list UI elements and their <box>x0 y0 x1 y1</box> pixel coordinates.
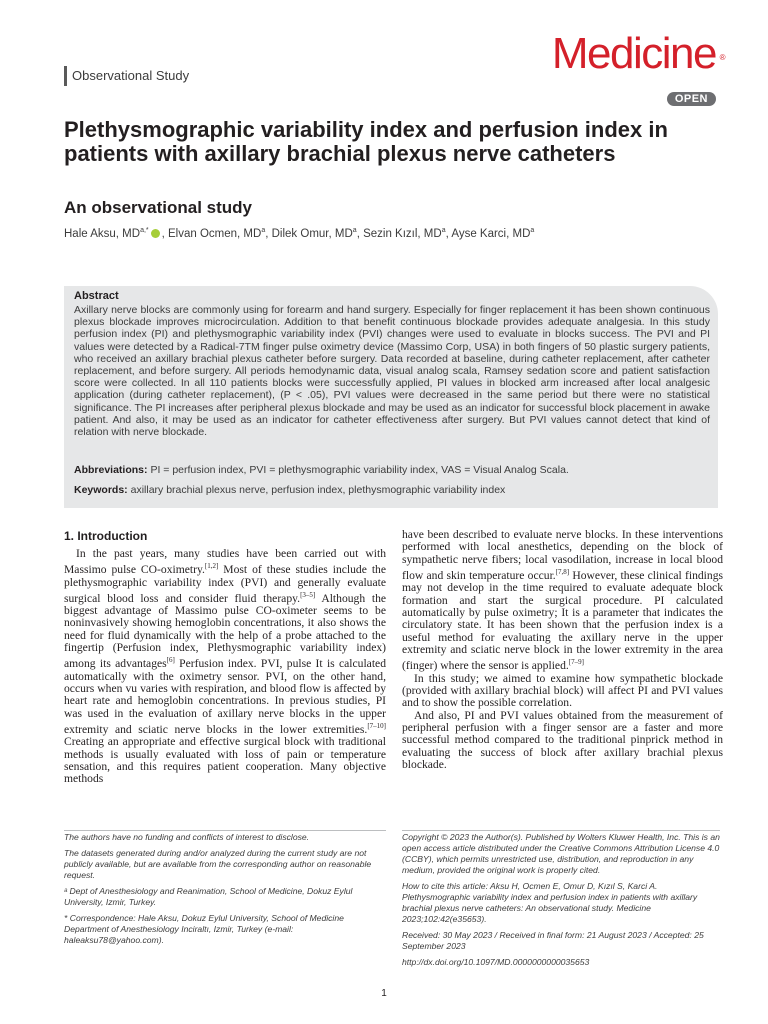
section-heading-introduction: 1. Introduction <box>64 529 148 543</box>
dates-note: Received: 30 May 2023 / Received in final form: 21 August 2023 / Accepted: 25 September 2023 <box>402 930 704 951</box>
keywords-text: axillary brachial plexus nerve, perfusion index, plethysmographic variability index <box>130 484 506 496</box>
intro-paragraph-2: In this study; we aimed to examine how sympathetic blockade (provided with axillary brachial block) will affect PI and PVI values and to show the possible correlation. <box>402 671 723 710</box>
author-list: Hale Aksu, $MD^{a,*}$ , Elvan Ocmen, $MD^a$, Dilek Omur, $MD^a$, Sezin Kızıl, $MD^a$, Ayse Karci, $MD^a$ <box>64 227 535 240</box>
author-affiliation: a <box>441 227 446 234</box>
journal-name: Medicine <box>551 29 716 78</box>
abbreviations <box>74 464 710 476</box>
orcid-icon[interactable] <box>151 229 160 238</box>
footnote: * Correspondence: Hale Aksu, Dokuz Eylul University, School of Medicine Department of Anesthesiology Inciraltı, Izmir, Turkey (e-mail: haleaksu78@yahoo.com). <box>64 913 344 945</box>
abstract-heading: Abstract <box>74 290 119 302</box>
citation-ref[interactable]: [1,2] <box>204 562 219 571</box>
footnote: The datasets generated during and/or analyzed during the current study are not publicly available, but are available from the corresponding author on reasonable request. <box>64 848 372 880</box>
footnote: The authors have no funding and conflicts of interest to disclose. <box>64 832 310 842</box>
author-affiliation: a,* <box>140 227 149 234</box>
citation-ref[interactable]: [7,8] <box>555 568 570 577</box>
intro-paragraph-1-continued: have been described to evaluate nerve blocks. In these interventions performed with local anesthetics, depending on the block of sympathetic nerve fibers; local vasodilation, increase in local blood flow and skin temperature occur.[7,8] However, these clinical findings may not develop in the time required to evaluate adequate block formation and start the surgical procedure. PI calculated automatically by pulse oximetry; It is a parameter that indicates the circulatory state. It has been shown that the perfusion index is a useful method for evaluating the axillary nerve in the upper extremity and sciatic nerve block in the lower extremity in the area (finger) where the sensor is applied.[7–9] <box>402 528 724 673</box>
abstract-text: Axillary nerve blocks are commonly using for forearm and hand surgery. Especially for finger replacement it has been shown continuous plexus blockade improves microcirculation. Addition to that benefit continuous blockade provides adequate analgesia. In this study perfusion index (PI) and plethysmographic variability index (PVI) changes were used to evaluate in blocks success. The PVI and PI values were detected by a Radical-7TM finger pulse oximetry device (Massimo Corp, USA) in both fingers of 50 plastic surgery patients, who received an axillary brachial plexus catheter before surgery. Data recorded at baseline, during catheter replacement, after catheter replacement, and before surgery. All periods hemodynamic data, visual analog scala, Ramsey sedation score and patient satisfaction score were collected. In all 110 patients blocks were successfully applied, PI values in blocked arm increased after local analgesic application (during catheter replacement), (P < .05), PVI values were decreased in the same period but there were no statistical significance. The PI increases after peripheral plexus blockade and may be used as an indicator for successful block placement in awake patient. And also, it may be used as an indicator for catheter effectiveness after surgery. But PVI values cannot detect that kind of relation with nerve blockade. <box>74 304 710 439</box>
footnotes-right <box>402 832 720 973</box>
keywords <box>74 484 710 496</box>
footnote-rule-right <box>402 830 720 831</box>
author-name: Hale Aksu, MD <box>64 227 141 240</box>
citation-ref[interactable]: [7–9] <box>568 658 584 667</box>
journal-logo <box>551 29 724 78</box>
abbreviations-label: Abbreviations: <box>74 464 148 476</box>
author-name: Ayse Karci, MD <box>451 227 531 240</box>
author-name: Dilek Omur, MD <box>271 227 353 240</box>
footnote: ᵃ Dept of Anesthesiology and Reanimation, School of Medicine, Dokuz Eylul University, Izmir, Turkey. <box>64 886 353 907</box>
author-affiliation: a <box>530 227 535 234</box>
keywords-label: Keywords: <box>74 484 128 496</box>
footnotes-left <box>64 832 386 951</box>
page-number: 1 <box>381 988 387 999</box>
section-label: Observational Study <box>64 66 189 86</box>
copyright-note: Copyright © 2023 the Author(s). Published by Wolters Kluwer Health, Inc. This is an open access article distributed under the Creative Commons Attribution License 4.0 (CCBY), which permits unrestricted use, distribution, and reproduction in any medium, provided the original work is properly cited. <box>402 832 720 875</box>
doi-link[interactable]: http://dx.doi.org/10.1097/MD.0000000000035653 <box>402 957 590 967</box>
citation-ref[interactable]: [6] <box>166 656 175 665</box>
author-name: Elvan Ocmen, MD <box>168 227 262 240</box>
abbreviations-text: PI = perfusion index, PVI = plethysmographic variability index, VAS = Visual Analog Scala. <box>150 464 569 476</box>
body-column-left <box>64 548 386 786</box>
author-name: Sezin Kızıl, MD <box>363 227 442 240</box>
open-access-badge: OPEN <box>667 92 716 106</box>
intro-paragraph-3: And also, PI and PVI values obtained from the measurement of peripheral perfusion with a finger sensor are a faster and more successful method compared to the traditional pinprick method in evaluating the success of block after axillary brachial plexus blockade. <box>402 708 723 771</box>
abstract-box <box>64 286 718 508</box>
intro-paragraph-1: In the past years, many studies have been carried out with Massimo pulse CO-oximetry.[1,2] Most of these studies include the plethysmographic variability index (PVI) and generally evaluate surgical blood loss and consider fluid therapy.[3–5] Although the biggest advantage of Massimo pulse CO-oximeter seems to be noninvasively showing hemoglobin concentrations, it also shows the need for fluid dynamically with the help of a probe attached to the fingertip (Perfusion index, Plethysmographic variability index) among its advantages[6] Perfusion index. PVI, pulse It is calculated automatically with the oximetry sensor. PVI, on the other hand, occurs when vu varies with respiration, and blood flow is affected by heart rate and hemoglobin concentrations. In previous studies, PI was used in the evaluation of axillary nerve blocks in the upper extremity and sciatic nerve blocks in the lower extremities.[7–10] Creating an appropriate and effective surgical block with traditional methods is usually evaluated with loss of pain or temperature sensation, and this requires patient cooperation. Many objective methods <box>64 547 387 786</box>
author-affiliation: a <box>261 227 266 234</box>
article-title: Plethysmographic variability index and perfusion index in patients with axillary brachial plexus nerve catheters <box>64 117 668 166</box>
citation-ref[interactable]: [3–5] <box>300 590 316 599</box>
citation-note: How to cite this article: Aksu H, Ocmen E, Omur D, Kızıl S, Karci A. Plethysmographic variability index and perfusion index in patients with axillary brachial plexus nerve catheters: An observational study. Medicine 2023;102:42(e35653). <box>402 881 698 924</box>
citation-ref[interactable]: [7–10] <box>367 722 386 731</box>
author-affiliation: a <box>352 227 357 234</box>
registered-mark: ® <box>719 53 724 62</box>
footnote-rule-left <box>64 830 386 831</box>
article-subtitle: An observational study <box>64 198 252 217</box>
body-column-right <box>402 529 723 771</box>
